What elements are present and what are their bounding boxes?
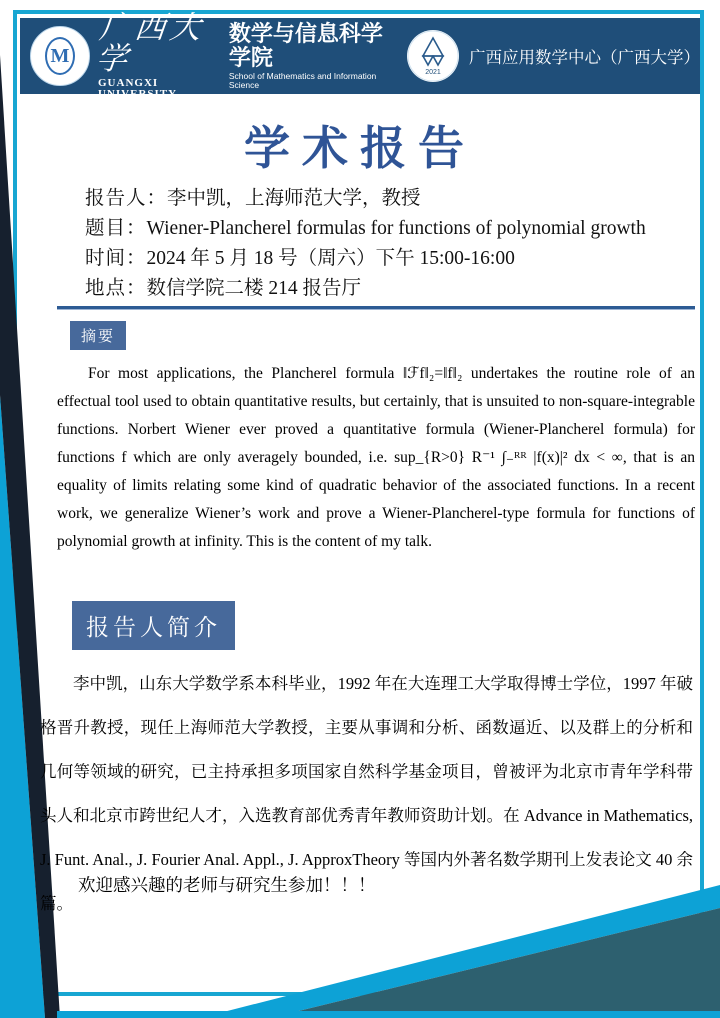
info-row-venue [85,274,670,304]
bottom-edge-cyan-bar [57,1011,720,1018]
info-row-time [85,244,670,274]
university-logo-letter: M [45,37,75,75]
speaker-bio-paragraph: 李中凯，山东大学数学系本科毕业，1992 年在大连理工大学取得博士学位，1997 年破格晋升教授，现任上海师范大学教授，主要从事调和分析、函数逼近、以及群上的分析和几何等领域的研究，已主持承担多项国家自然科学基金项目，曾被评为北京市青年学科带头人和北京市跨世纪人才，入选教育部优秀青年教师资助计划。在 Advance in Mathematics, J. Funt. Anal., J. Fourier Anal. Appl., J. ApproxTheory 等国内外著名数学期刊上发表论文 40 余篇。 [40,674,693,913]
university-name-zh: 广西大学 [94,10,207,76]
abstract-paragraph: For most applications, the Plancherel formula ‖ℱf‖₂=‖f‖₂ undertakes the routine role of an effectual tool used to obtain quantitative results, but certainly, that is unsuited to non-square-integrable functions. Norbert Wiener ever proved a quantitative formula (Wiener-Plancherel formula) for functions f which are only averagely bounded, i.e. sup_{R>0} R⁻¹ ∫₋ᴿᴿ |f(x)|² dx < ∞, that is an equality of limits relating some kind of quadratic behavior of the associated functions. In a recent work, we generalize Wiener’s work and prove a Wiener-Plancherel-type formula for functions of polynomial growth at infinity. This is the content of my talk. [57,365,695,550]
section-divider [57,306,695,310]
info-label: 时间： [85,248,147,269]
school-name-en: School of Mathematics and Information Science [228,70,377,90]
info-list [85,184,670,304]
header-bar [20,10,700,100]
info-label: 地点： [85,278,147,299]
university-name-en: GUANGXI UNIVERSITY [98,77,178,100]
info-value: 李中凯，上海师范大学，教授 [167,188,421,209]
sierpinski-triangle-icon [407,30,459,82]
center-name: 广西应用数学中心（广西大学） [469,49,700,67]
guangxi-university-seal-logo [30,26,90,86]
info-value: 2024 年 5 月 18 号（周六）下午 15:00-16:00 [146,248,515,269]
info-row-topic [85,214,670,244]
info-value: 数信学院二楼 214 报告厅 [146,278,362,299]
page-title: 学术报告 [244,123,476,174]
info-row-speaker [85,184,670,214]
applied-math-center-seal-logo [407,30,459,82]
speaker-bio-badge: 报告人简介 [72,601,235,650]
center-seal-year: 2021 [425,69,441,76]
school-name-block [229,22,399,89]
info-value: Wiener-Plancherel formulas for functions of polynomial growth [146,218,646,239]
abstract-badge: 摘要 [70,321,126,350]
welcome-line: 欢迎感兴趣的老师与研究生参加！！！ [78,875,376,895]
info-label: 题目： [85,218,147,239]
university-name-block [94,10,221,100]
school-name-zh: 数学与信息科学学院 [228,21,383,70]
info-label: 报告人： [85,188,168,209]
